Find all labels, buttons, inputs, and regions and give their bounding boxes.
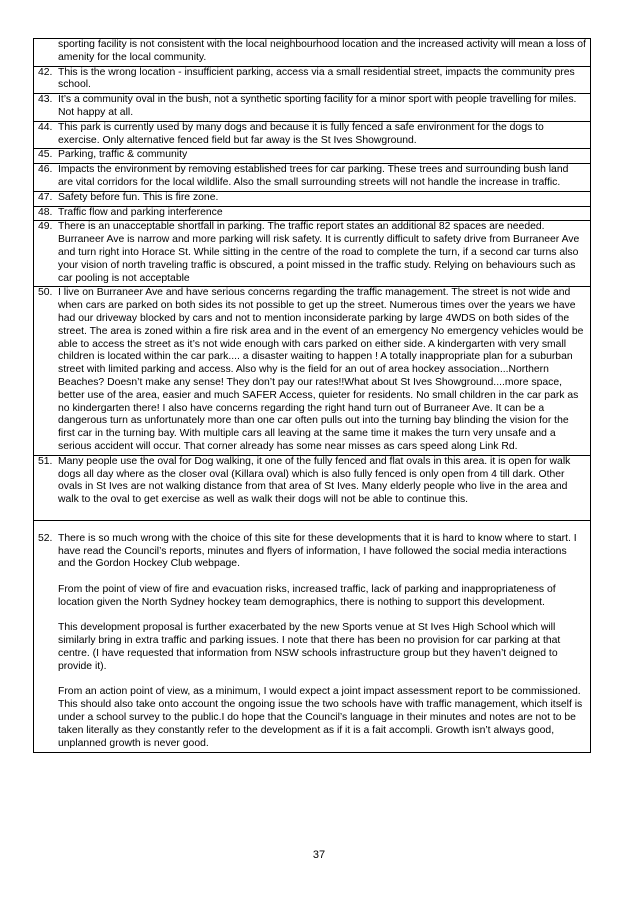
paragraph: This development proposal is further exacerbated by the new Sports venue at St Ives High School which will similarly bring in extra traffic and parking issues. I note that there has been no provision for car parking at that centre. (I have requested that information from NSW schools infrastructure group but they haven’t deigned to provide it).: [58, 622, 561, 672]
row-number: 46.: [38, 164, 53, 176]
table-row-44: [33, 122, 591, 150]
row-number: 52.: [38, 532, 53, 544]
row-text: It’s a community oval in the bush, not a synthetic sporting facility for a minor sport with people travelling for miles. Not happy at all.: [58, 94, 577, 118]
paragraph: From the point of view of fire and evacuation risks, increased traffic, lack of parking and inappropriateness of location given the North Sydney hockey team demographics, there is nothing to support this development.: [58, 584, 556, 608]
table-row-45: [33, 149, 591, 164]
row-number: 47.: [38, 191, 53, 203]
table-row-47: [33, 192, 591, 207]
row-text: Impacts the environment by removing established trees for car parking. These trees and surrounding bush land are vital corridors for the local wildlife. Also the small surrounding streets will not handle the increase in traffic.: [58, 164, 569, 188]
table-row-continuation: [33, 39, 591, 67]
row-text: This park is currently used by many dogs and because it is fully fenced a safe environment for the dogs to exercise. Only alternative fenced field but far away is the St Ives Showground.: [58, 121, 544, 146]
row-text: There is an unacceptable shortfall in parking. The traffic report states an additional 82 spaces are needed. Burraneer Ave is narrow and more parking will risk safety. It is currently difficult to safety drive from Burraneer Ave and turn right into Horace St. While sitting in the centre of the road to complete the turn, if a second car turns also your vision of north traveling traffic is obscured, a point missed in the traffic study. Relying on behaviours such as car pooling is not acceptable: [58, 221, 580, 284]
page-number: 37: [312, 849, 326, 861]
row-text: Traffic flow and parking interference: [58, 206, 223, 218]
row-number: 48.: [38, 206, 53, 218]
table-row-50: [33, 287, 591, 455]
row-number: 49.: [38, 221, 53, 233]
row-text: This is the wrong location - insufficient parking, access via a small residential street, impacts the community pres school.: [58, 66, 575, 91]
table-row-49: [33, 221, 591, 287]
table-row-51: [33, 456, 591, 521]
row-number: 45.: [38, 149, 53, 161]
paragraph: There is so much wrong with the choice of this site for these developments that it is hard to know where to start. I have read the Council’s reports, minutes and flyers of information, I have followed the social media interactions and the Gordon Hockey Club webpage.: [58, 532, 577, 570]
row-number: 44.: [38, 121, 53, 133]
submissions-table: [33, 38, 591, 753]
row-number: 43.: [38, 94, 53, 106]
row-text: [38, 533, 586, 751]
row-number: 51.: [38, 455, 53, 467]
table-row-46: [33, 164, 591, 192]
table-row-52: [33, 521, 591, 754]
table-row-42: [33, 67, 591, 95]
table-row-48: [33, 207, 591, 222]
row-text: Parking, traffic & community: [58, 149, 188, 161]
table-row-43: [33, 94, 591, 122]
row-text: Safety before fun. This is fire zone.: [58, 191, 219, 203]
row-number: 50.: [38, 287, 53, 299]
row-number: 42.: [38, 66, 53, 78]
row-text: Many people use the oval for Dog walking, it one of the fully fenced and flat ovals in this area. it is open for walk dogs all day where as the closer oval (Killara oval) which is also fully fenced is only open from 4 till dark. Other ovals in St Ives are not walking distance from that area of St Ives. Many elderly people who live in the area and walk to the oval to get exercise as well as walk their dogs will not be able to continue this.: [58, 455, 571, 506]
row-text: I live on Burraneer Ave and have serious concerns regarding the traffic management. The street is not wide and when cars are parked on both sides its not possible to get up the street. Numerous times over the years we have had our driveway blocked by cars and not to mention inconsiderate parking by large 4WDS on both sides of the street. The area is zoned within a fire risk area and in the event of an emergency No emergency vehicles would be able to access the street as it’s not wide enough with cars parked on either side. A kindergarten with very small children is located within the car park.... a disaster waiting to happen ! A totally inappropriate plan for a suburban street with limited parking and access. Also why is the field for an out of area hockey association...Northern Beaches? Doesn’t make any sense! They don’t pay our rates!!What about St Ives Showground....more space, better use of the area, easier and much SAFER Access, quieter for residents. No small children in the car park as no kindergarten there! I also have concerns regarding the right hand turn out of Burraneer Ave. It can be a dangerous turn as unfortunately more than one car often pulls out into the turning bay blinding the vision for the first car in the turning bay. With multiple cars all leaving at the same time it makes the turn very unsafe and a serious accident will occur. That corner already has some near misses as cars speed along Link Rd.: [58, 287, 584, 452]
paragraph: From an action point of view, as a minimum, I would expect a joint impact assessment report to be commissioned. This should also take onto account the ongoing issue the two schools have with traffic management, which itself is under a school survey to the public.I do hope that the Council’s language in their minutes and notes are not to be taken literally as they constantly refer to the development as if it is a fait accompli. Growth isn’t always good, unplanned growth is never good.: [58, 686, 583, 749]
continuation-text: sporting facility is not consistent with the local neighbourhood location and the increased activity will mean a loss of amenity for the local community.: [58, 39, 586, 63]
